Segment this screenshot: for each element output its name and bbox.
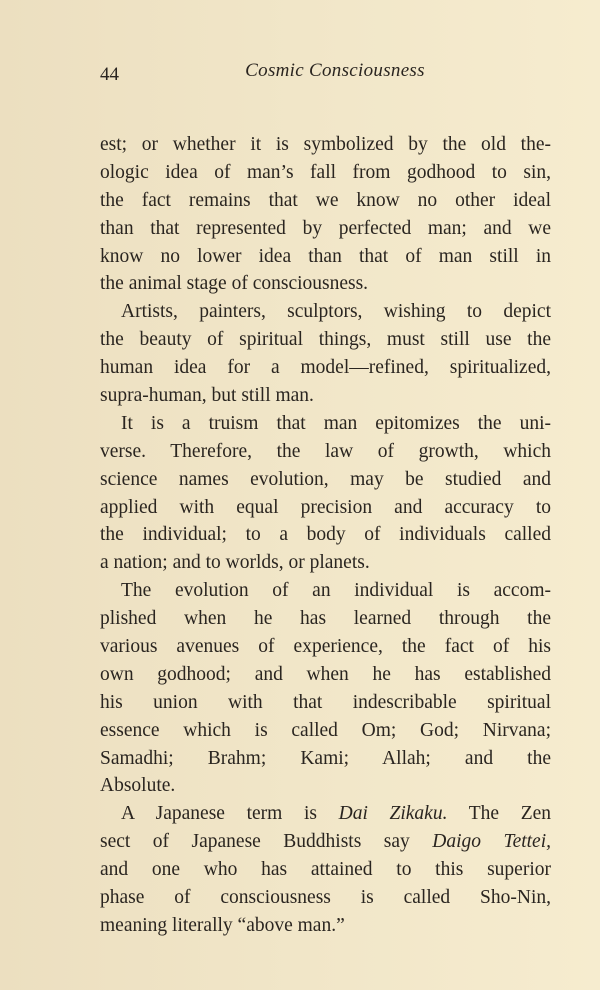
text-run: A Japanese term is (121, 803, 339, 825)
text-line: est; or whether it is symbolized by the old the- (100, 134, 551, 155)
text-line: Artists, painters, sculptors, wishing to depict (121, 301, 551, 323)
running-title: Cosmic Consciousness (245, 60, 425, 81)
text-line: essence which is called Om; God; Nirvana; (100, 719, 551, 741)
page-number: 44 (100, 64, 119, 85)
italic-term: Dai Zikaku. (338, 803, 448, 825)
text-line: the beauty of spiritual things, must still use the (100, 329, 551, 351)
text-line: know no lower idea than that of man still in (100, 245, 551, 267)
text-line: Samadhi; Brahm; Kami; Allah; and the (100, 747, 551, 769)
text-line: the fact remains that we know no other ideal (100, 189, 551, 211)
text-line: supra-human, but still man. (100, 385, 314, 407)
page-body (100, 131, 551, 940)
text-line: and one who has attained to this superior (100, 859, 551, 881)
text-line: than that represented by perfected man; and we (100, 217, 551, 239)
text-line: a nation; and to worlds, or planets. (100, 552, 370, 574)
text-line: the individual; to a body of individuals called (100, 524, 551, 546)
text-line: It is a truism that man epitomizes the uni- (121, 412, 551, 434)
paragraph-2 (100, 298, 551, 410)
text-line: the animal stage of consciousness. (100, 273, 369, 295)
text-run: The Zen (447, 803, 552, 825)
paragraph-4 (100, 577, 551, 800)
text-line: plished when he has learned through the (100, 608, 551, 630)
italic-term: Daigo Tettei, (432, 831, 552, 853)
text-line: human idea for a model—refined, spiritualized, (100, 357, 551, 379)
text-line: applied with equal precision and accuracy to (100, 496, 551, 518)
paragraph-3 (100, 410, 551, 577)
text-line: ologic idea of man’s fall from godhood to sin, (100, 161, 551, 183)
running-header (100, 60, 550, 90)
text-line: phase of consciousness is called Sho-Nin, (100, 887, 551, 909)
text-line: meaning literally “above man.” (100, 914, 345, 936)
text-line: science names evolution, may be studied and (100, 468, 551, 490)
text-line: his union with that indescribable spiritual (100, 691, 551, 713)
paragraph-5 (100, 800, 551, 939)
text-line: various avenues of experience, the fact of his (100, 636, 551, 658)
text-line: verse. Therefore, the law of growth, which (100, 440, 551, 462)
text-line (100, 828, 551, 856)
text-line: own godhood; and when he has established (100, 663, 551, 685)
text-line: Absolute. (100, 775, 176, 797)
paragraph-1 (100, 131, 551, 298)
text-line: The evolution of an individual is accom- (121, 580, 551, 602)
text-run: sect of Japanese Buddhists say (100, 831, 433, 853)
text-line (100, 800, 551, 828)
